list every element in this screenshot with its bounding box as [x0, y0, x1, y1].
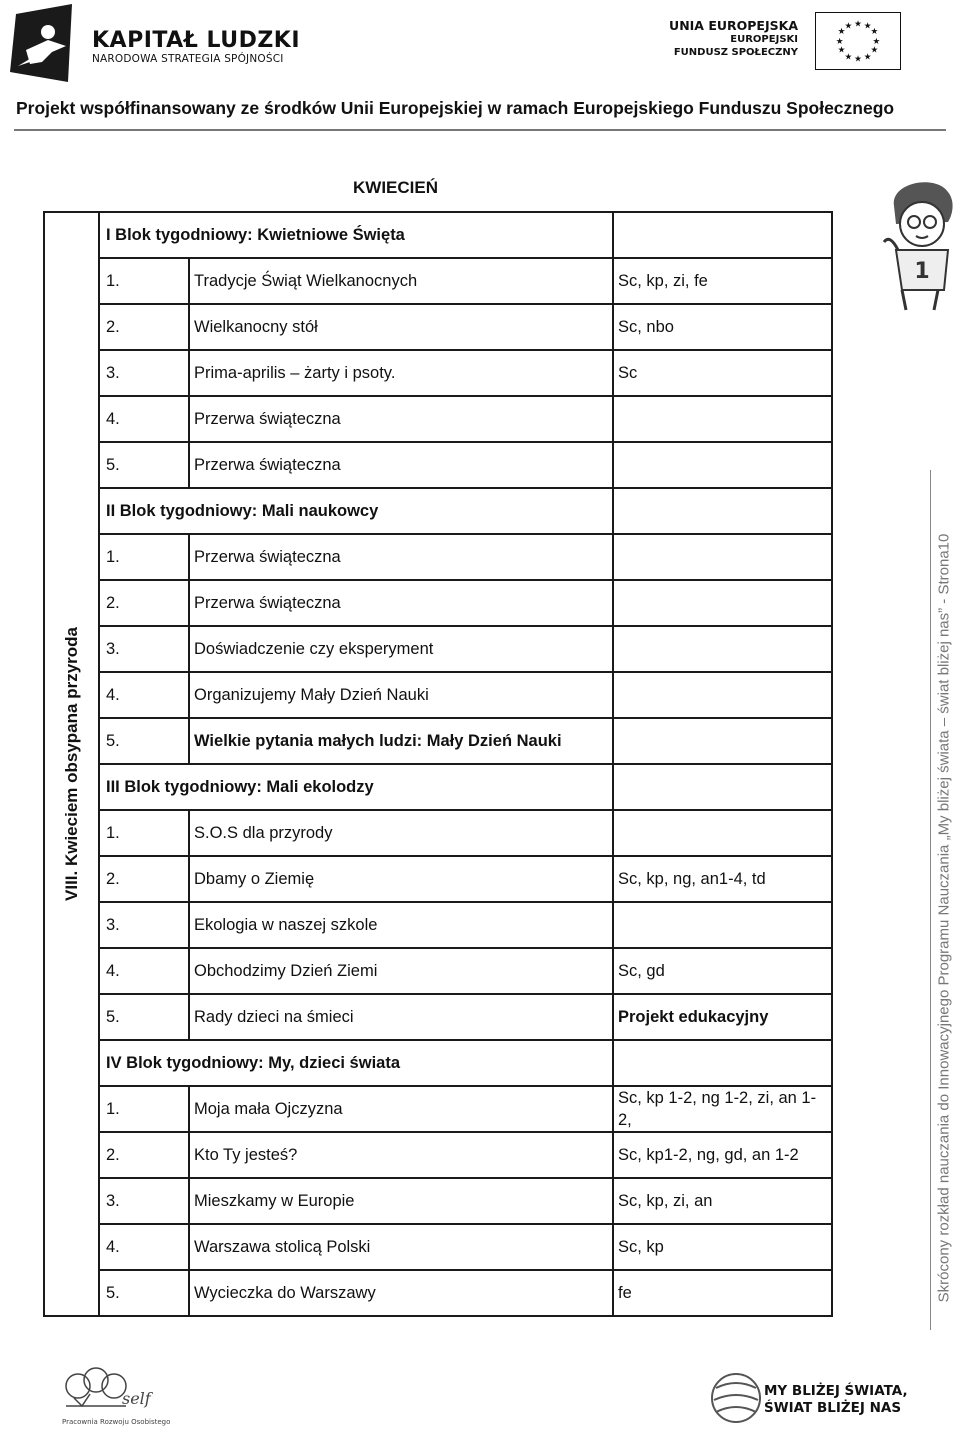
svg-text:★: ★ — [872, 36, 881, 47]
lesson-codes — [613, 672, 832, 718]
lesson-row — [44, 902, 832, 948]
lesson-number: 1. — [99, 534, 189, 580]
lesson-codes — [613, 902, 832, 948]
svg-text:★: ★ — [837, 27, 846, 38]
kapital-ludzki-logo-icon — [8, 2, 88, 82]
lesson-topic: Obchodzimy Dzień Ziemi — [189, 948, 613, 994]
lesson-row — [44, 350, 832, 396]
svg-text:★: ★ — [870, 45, 879, 56]
lesson-number: 1. — [99, 810, 189, 856]
lesson-codes — [613, 396, 832, 442]
lesson-codes — [613, 1224, 832, 1270]
svg-text:★: ★ — [854, 19, 862, 30]
block-code-cell — [613, 212, 832, 258]
lesson-topic: Tradycje Świąt Wielkanocnych — [189, 258, 613, 304]
lesson-codes-text: Sc, kp, zi, fe — [618, 272, 708, 290]
lesson-row — [44, 810, 832, 856]
lesson-topic: Wielkanocny stół — [189, 304, 613, 350]
lesson-codes — [613, 534, 832, 580]
lesson-codes-text: Sc — [618, 364, 638, 382]
lesson-codes-text: fe — [618, 1284, 632, 1302]
schedule-table-body — [44, 212, 832, 1316]
lesson-number: 4. — [99, 396, 189, 442]
block-title: II Blok tygodniowy: Mali naukowcy — [99, 488, 613, 534]
lesson-row — [44, 1132, 832, 1178]
lesson-codes-text: Sc, kp1-2, ng, gd, an 1-2 — [618, 1146, 799, 1164]
block-header-row — [44, 1040, 832, 1086]
lesson-topic: Moja mała Ojczyzna — [189, 1086, 613, 1132]
svg-text:★: ★ — [835, 36, 844, 47]
lesson-number: 3. — [99, 902, 189, 948]
lesson-row — [44, 258, 832, 304]
lesson-row — [44, 856, 832, 902]
lesson-row — [44, 304, 832, 350]
lesson-number: 1. — [99, 258, 189, 304]
svg-text:self: self — [122, 1389, 151, 1408]
lesson-row — [44, 534, 832, 580]
child-mascot-icon — [876, 172, 960, 312]
self-logo-label: Pracownia Rozwoju Osobistego — [62, 1418, 171, 1426]
lesson-topic: Przerwa świąteczna — [189, 580, 613, 626]
block-title: III Blok tygodniowy: Mali ekolodzy — [99, 764, 613, 810]
lesson-codes — [613, 718, 832, 764]
lesson-topic: Warszawa stolicą Polski — [189, 1224, 613, 1270]
lesson-row — [44, 1270, 832, 1316]
svg-text:★: ★ — [863, 52, 872, 63]
lesson-topic: Prima-aprilis – żarty i psoty. — [189, 350, 613, 396]
lesson-row — [44, 948, 832, 994]
lesson-topic: Mieszkamy w Europie — [189, 1178, 613, 1224]
lesson-topic: Przerwa świąteczna — [189, 396, 613, 442]
lesson-codes-text: Projekt edukacyjny — [618, 1008, 769, 1026]
lesson-topic: S.O.S dla przyrody — [189, 810, 613, 856]
lesson-topic: Organizujemy Mały Dzień Nauki — [189, 672, 613, 718]
lesson-codes — [613, 1270, 832, 1316]
eu-line-2: EUROPEJSKI — [730, 34, 798, 45]
lesson-row — [44, 1224, 832, 1270]
block-header-row — [44, 488, 832, 534]
lesson-number: 3. — [99, 626, 189, 672]
section-side-label-cell — [44, 212, 99, 1316]
lesson-row — [44, 718, 832, 764]
lesson-codes — [613, 350, 832, 396]
block-title: IV Blok tygodniowy: My, dzieci świata — [99, 1040, 613, 1086]
lesson-number: 4. — [99, 672, 189, 718]
lesson-codes — [613, 442, 832, 488]
lesson-row — [44, 672, 832, 718]
lesson-row — [44, 396, 832, 442]
block-header-row — [44, 212, 832, 258]
lesson-number: 3. — [99, 350, 189, 396]
mbs-line-1: MY BLIŻEJ ŚWIATA, — [764, 1383, 908, 1399]
lesson-number: 2. — [99, 1132, 189, 1178]
lesson-topic: Przerwa świąteczna — [189, 534, 613, 580]
lesson-topic: Ekologia w naszej szkole — [189, 902, 613, 948]
lesson-number: 4. — [99, 948, 189, 994]
lesson-codes — [613, 1178, 832, 1224]
lesson-codes — [613, 810, 832, 856]
block-code-cell — [613, 1040, 832, 1086]
logo-title: KAPITAŁ LUDZKI — [92, 28, 301, 53]
lesson-number: 1. — [99, 1086, 189, 1132]
eu-flag-icon — [815, 12, 901, 70]
logo-subtitle: NARODOWA STRATEGIA SPÓJNOŚCI — [92, 53, 284, 65]
lesson-topic: Dbamy o Ziemię — [189, 856, 613, 902]
block-title: I Blok tygodniowy: Kwietniowe Święta — [99, 212, 613, 258]
lesson-topic: Rady dzieci na śmieci — [189, 994, 613, 1040]
lesson-codes-text: Sc, kp 1-2, ng 1-2, zi, an 1-2, — [618, 1089, 817, 1129]
lesson-row — [44, 442, 832, 488]
svg-text:★: ★ — [837, 45, 846, 56]
lesson-codes-text: Sc, kp — [618, 1238, 664, 1256]
mbs-line-2: ŚWIAT BLIŻEJ NAS — [764, 1400, 902, 1416]
svg-text:★: ★ — [844, 21, 853, 32]
lesson-topic: Wycieczka do Warszawy — [189, 1270, 613, 1316]
lesson-codes — [613, 304, 832, 350]
lesson-row — [44, 1086, 832, 1132]
lesson-codes-text: Sc, nbo — [618, 318, 674, 336]
lesson-number: 2. — [99, 856, 189, 902]
block-code-cell — [613, 764, 832, 810]
lesson-number: 5. — [99, 718, 189, 764]
lesson-codes-text: Sc, kp, zi, an — [618, 1192, 713, 1210]
lesson-codes — [613, 948, 832, 994]
my-blizej-swiata-logo-text — [764, 1383, 908, 1417]
svg-text:★: ★ — [870, 27, 879, 38]
block-header-row — [44, 764, 832, 810]
project-cofinancing-line: Projekt współfinansowany ze środków Unii Europejskiej w ramach Europejskiego Funduszu Społecznego — [16, 98, 895, 118]
svg-text:★: ★ — [863, 21, 872, 32]
schedule-table — [43, 211, 833, 1317]
section-side-label: VIII. Kwieciem obsypana przyroda — [61, 627, 81, 901]
lesson-codes — [613, 580, 832, 626]
header-divider — [14, 129, 946, 131]
lesson-codes — [613, 258, 832, 304]
eu-title: UNIA EUROPEJSKA — [669, 18, 798, 33]
lesson-codes-text: Sc, gd — [618, 962, 665, 980]
lesson-number: 2. — [99, 580, 189, 626]
lesson-codes — [613, 1132, 832, 1178]
lesson-codes-text: Sc, kp, ng, an1-4, td — [618, 870, 766, 888]
lesson-topic: Wielkie pytania małych ludzi: Mały Dzień Nauki — [189, 718, 613, 764]
lesson-codes — [613, 994, 832, 1040]
eu-label — [669, 18, 798, 59]
lesson-codes — [613, 626, 832, 672]
lesson-number: 2. — [99, 304, 189, 350]
right-margin-divider — [930, 470, 931, 1330]
lesson-topic: Doświadczenie czy eksperyment — [189, 626, 613, 672]
page-footer-vertical-text: Skrócony rozkład nauczania do Innowacyjnego Programu Nauczania „My bliżej świata – świat bliżej nas” - Strona10 — [935, 533, 953, 1303]
lesson-row — [44, 626, 832, 672]
lesson-topic: Kto Ty jesteś? — [189, 1132, 613, 1178]
lesson-number: 4. — [99, 1224, 189, 1270]
svg-text:★: ★ — [844, 52, 853, 63]
eu-line-3: FUNDUSZ SPOŁECZNY — [673, 47, 798, 58]
lesson-row — [44, 994, 832, 1040]
lesson-row — [44, 580, 832, 626]
lesson-number: 5. — [99, 442, 189, 488]
block-code-cell — [613, 488, 832, 534]
lesson-number: 3. — [99, 1178, 189, 1224]
svg-text:★: ★ — [854, 54, 862, 65]
lesson-topic: Przerwa świąteczna — [189, 442, 613, 488]
self-logo-icon — [56, 1364, 196, 1434]
lesson-number: 5. — [99, 994, 189, 1040]
lesson-number: 5. — [99, 1270, 189, 1316]
lesson-row — [44, 1178, 832, 1224]
lesson-codes — [613, 1086, 832, 1132]
month-title: KWIECIEŃ — [353, 178, 438, 197]
lesson-codes — [613, 856, 832, 902]
mascot-number: 1 — [914, 259, 930, 284]
